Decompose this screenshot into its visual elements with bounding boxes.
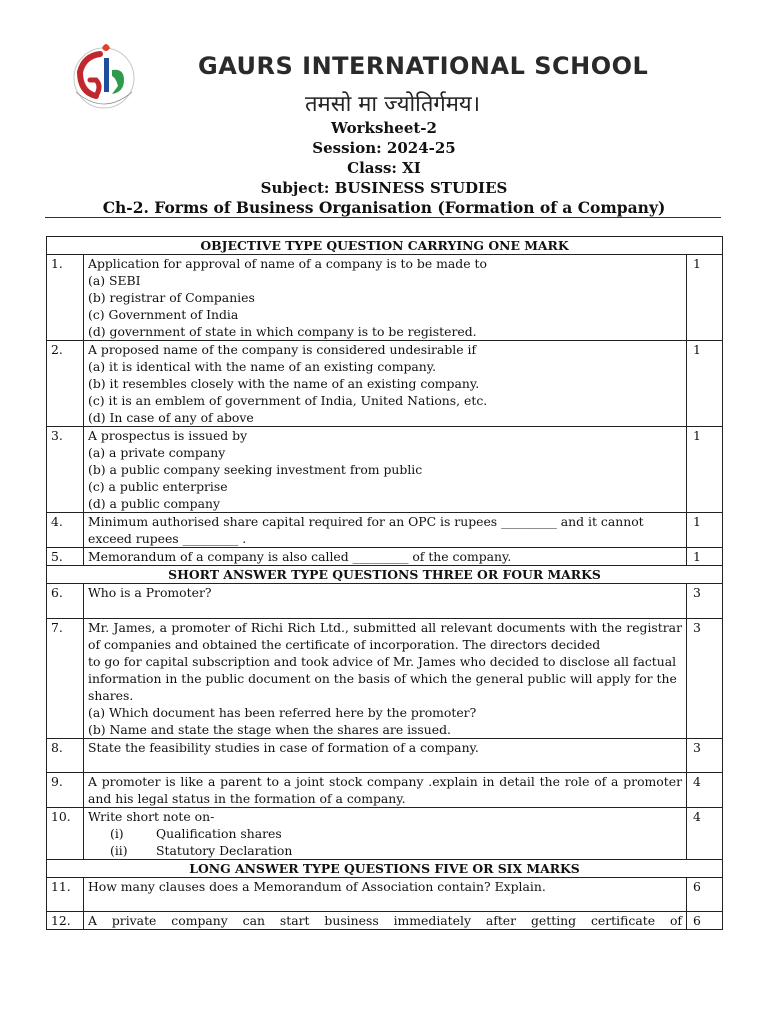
question-number: 2. [47,341,84,427]
question-number: 1. [47,255,84,341]
option: (a) a private company [88,445,226,460]
question-marks: 1 [687,255,723,341]
question-row-6 [47,584,723,619]
question-number: 6. [47,584,84,619]
question-text: Memorandum of a company is also called _________ of the company. [84,548,687,566]
question-table [46,236,723,930]
question-row-4 [47,513,723,548]
option: (c) Government of India [88,307,239,322]
question-marks: 3 [687,739,723,773]
question-row-8 [47,739,723,773]
option: (b) registrar of Companies [88,290,255,305]
question-text: Who is a Promoter? [84,584,687,619]
question-part: (a) Which document has been referred here by the promoter? [88,705,477,720]
question-text: How many clauses does a Memorandum of Association contain? Explain. [84,878,687,912]
question-row-11 [47,878,723,912]
question-number: 4. [47,513,84,548]
school-motto: तमसो मा ज्योतिर्गमय। [305,92,481,117]
question-text: A proposed name of the company is considered undesirable if (a) it is identical with the name of an existing company. (b) it resembles closely with the name of an existing company. (c) it is an emblem of government of India, United Nations, etc. (d) In case of any of above [84,341,687,427]
question-row-9 [47,773,723,808]
question-marks: 4 [687,808,723,860]
worksheet-title: Worksheet-2 [331,119,437,137]
section-header-objective: OBJECTIVE TYPE QUESTION CARRYING ONE MARK [47,237,723,255]
question-row-2 [47,341,723,427]
question-text: Application for approval of name of a company is to be made to (a) SEBI (b) registrar of Companies (c) Government of India (d) government of state in which company is to be registered. [84,255,687,341]
question-number: 3. [47,427,84,513]
question-row-3 [47,427,723,513]
session-line: Session: 2024-25 [312,139,456,157]
header-divider [45,217,721,218]
question-text: A promoter is like a parent to a joint stock company .explain in detail the role of a promoter and his legal status in the formation of a company. [84,773,687,808]
question-marks: 3 [687,584,723,619]
question-number: 10. [47,808,84,860]
question-row-10 [47,808,723,860]
chapter-line: Ch-2. Forms of Business Organisation (Formation of a Company) [102,198,666,217]
option: (d) a public company [88,496,220,511]
section-header-long: LONG ANSWER TYPE QUESTIONS FIVE OR SIX MARKS [47,860,723,878]
question-marks: 1 [687,427,723,513]
option: (d) In case of any of above [88,410,254,425]
question-marks: 4 [687,773,723,808]
question-marks: 6 [687,878,723,912]
option: (c) it is an emblem of government of India, United Nations, etc. [88,393,488,408]
question-text: State the feasibility studies in case of formation of a company. [84,739,687,773]
question-number: 5. [47,548,84,566]
school-name: GAURS INTERNATIONAL SCHOOL [198,52,649,80]
question-number: 7. [47,619,84,739]
section-header-short: SHORT ANSWER TYPE QUESTIONS THREE OR FOUR MARKS [47,566,723,584]
question-number: 12. [47,912,84,930]
option: (a) it is identical with the name of an existing company. [88,359,437,374]
question-row-1 [47,255,723,341]
question-marks: 3 [687,619,723,739]
question-text: Write short note on- (i) Qualification shares (ii) Statutory Declaration [84,808,687,860]
question-number: 9. [47,773,84,808]
short-note-item: (ii) Statutory Declaration [110,843,293,858]
class-line: Class: XI [347,159,421,177]
question-marks: 6 [687,912,723,930]
short-note-item: (i) Qualification shares [110,826,282,841]
question-marks: 1 [687,341,723,427]
option: (b) it resembles closely with the name of an existing company. [88,376,480,391]
question-number: 8. [47,739,84,773]
option: (a) SEBI [88,273,141,288]
option: (c) a public enterprise [88,479,228,494]
question-text: A prospectus is issued by (a) a private company (b) a public company seeking investment from public (c) a public enterprise (d) a public company [84,427,687,513]
option: (b) a public company seeking investment from public [88,462,423,477]
subject-line: Subject: BUSINESS STUDIES [260,179,508,197]
question-row-12 [47,912,723,930]
school-logo [66,40,142,114]
question-part: (b) Name and state the stage when the shares are issued. [88,722,451,737]
question-marks: 1 [687,513,723,548]
question-row-5 [47,548,723,566]
question-number: 11. [47,878,84,912]
question-marks: 1 [687,548,723,566]
question-text: Mr. James, a promoter of Richi Rich Ltd., submitted all relevant documents with the registrar of companies and obtained the certificate of incorporation. The directors decided to go for capital subscription and took advice of Mr. James who decided to disclose all factual information in the public document on the basis of which the general public will apply for the shares. (a) Which document has been referred here by the promoter? (b) Name and state the stage when the shares are issued. [84,619,687,739]
question-row-7 [47,619,723,739]
option: (d) government of state in which company is to be registered. [88,324,477,339]
question-text: A private company can start business immediately after getting certificate of [84,912,687,930]
question-text: Minimum authorised share capital required for an OPC is rupees _________ and it cannot exceed rupees _________ . [84,513,687,548]
